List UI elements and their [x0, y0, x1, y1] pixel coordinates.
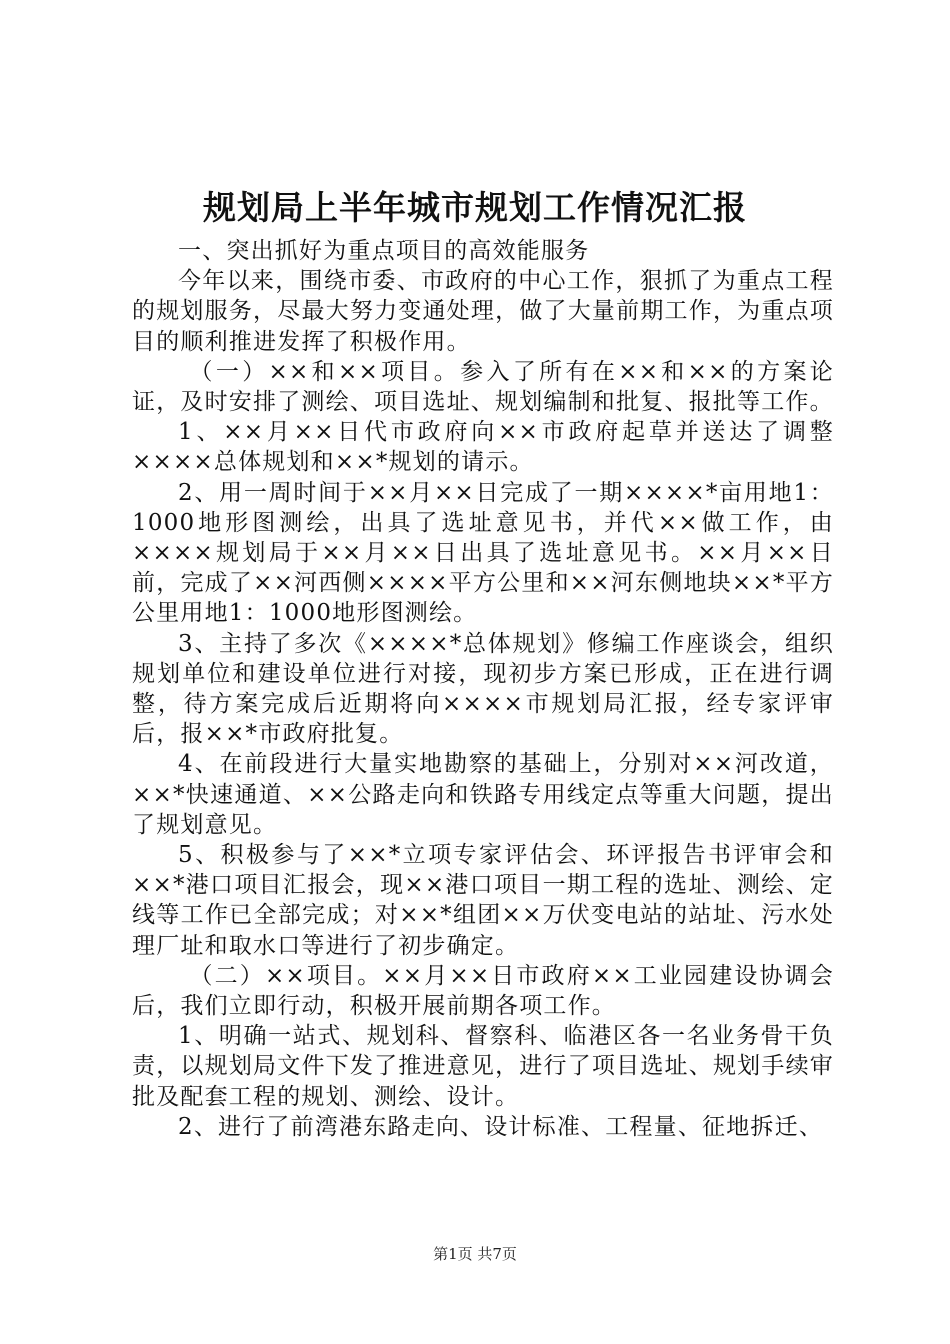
list-item: 2、进行了前湾港东路走向、设计标准、工程量、征地拆迁、 — [178, 1113, 824, 1140]
section-heading-1: 一、突出抓好为重点项目的高效能服务 — [178, 238, 590, 264]
list-item: 1、××月××日代市政府向××市政府起草并送达了调整××××总体规划和××*规划的请示。 — [132, 419, 834, 476]
page-number-footer: 第1页 共7页 — [433, 1245, 517, 1263]
document-body — [132, 236, 834, 1142]
list-item: 4、在前段进行大量实地勘察的基础上，分别对××河改道，××*快速通道、××公路走向和铁路专用线定点等重大问题，提出了规划意见。 — [132, 751, 834, 838]
list-item: 1、明确一站式、规划科、督察科、临港区各一名业务骨干负责，以规划局文件下发了推进意见，进行了项目选址、规划手续审批及配套工程的规划、测绘、设计。 — [132, 1023, 834, 1110]
paragraph: 今年以来，围绕市委、市政府的中心工作，狠抓了为重点工程的规划服务，尽最大努力变通处理，做了大量前期工作，为重点项目的顺利推进发挥了积极作用。 — [132, 268, 834, 355]
list-item: 2、用一周时间于××月××日完成了一期××××*亩用地1：1000地形图测绘，出具了选址意见书，并代××做工作，由××××规划局于××月××日出具了选址意见书。××月××日前，完成了××河西侧××××平方公里和××河东侧地块××*平方公里用地1：1000地形图测绘。 — [132, 479, 834, 627]
document-title: 规划局上半年城市规划工作情况汇报 — [203, 188, 747, 227]
subsection-heading-1: （一）××和××项目。参入了所有在××和××的方案论证，及时安排了测绘、项目选址、规划编制和批复、报批等工作。 — [132, 358, 834, 416]
subsection-heading-2: （二）××项目。××月××日市政府××工业园建设协调会后，我们立即行动，积极开展前期各项工作。 — [132, 962, 834, 1020]
list-item: 5、积极参与了××*立项专家评估会、环评报告书评审会和××*港口项目汇报会，现××港口项目一期工程的选址、测绘、定线等工作已全部完成；对××*组团××万伏变电站的站址、污水处理厂址和取水口等进行了初步确定。 — [132, 842, 834, 959]
list-item: 3、主持了多次《××××*总体规划》修编工作座谈会，组织规划单位和建设单位进行对接，现初步方案已形成，正在进行调整，待方案完成后近期将向××××市规划局汇报，经专家评审后，报××*市政府批复。 — [132, 630, 834, 748]
